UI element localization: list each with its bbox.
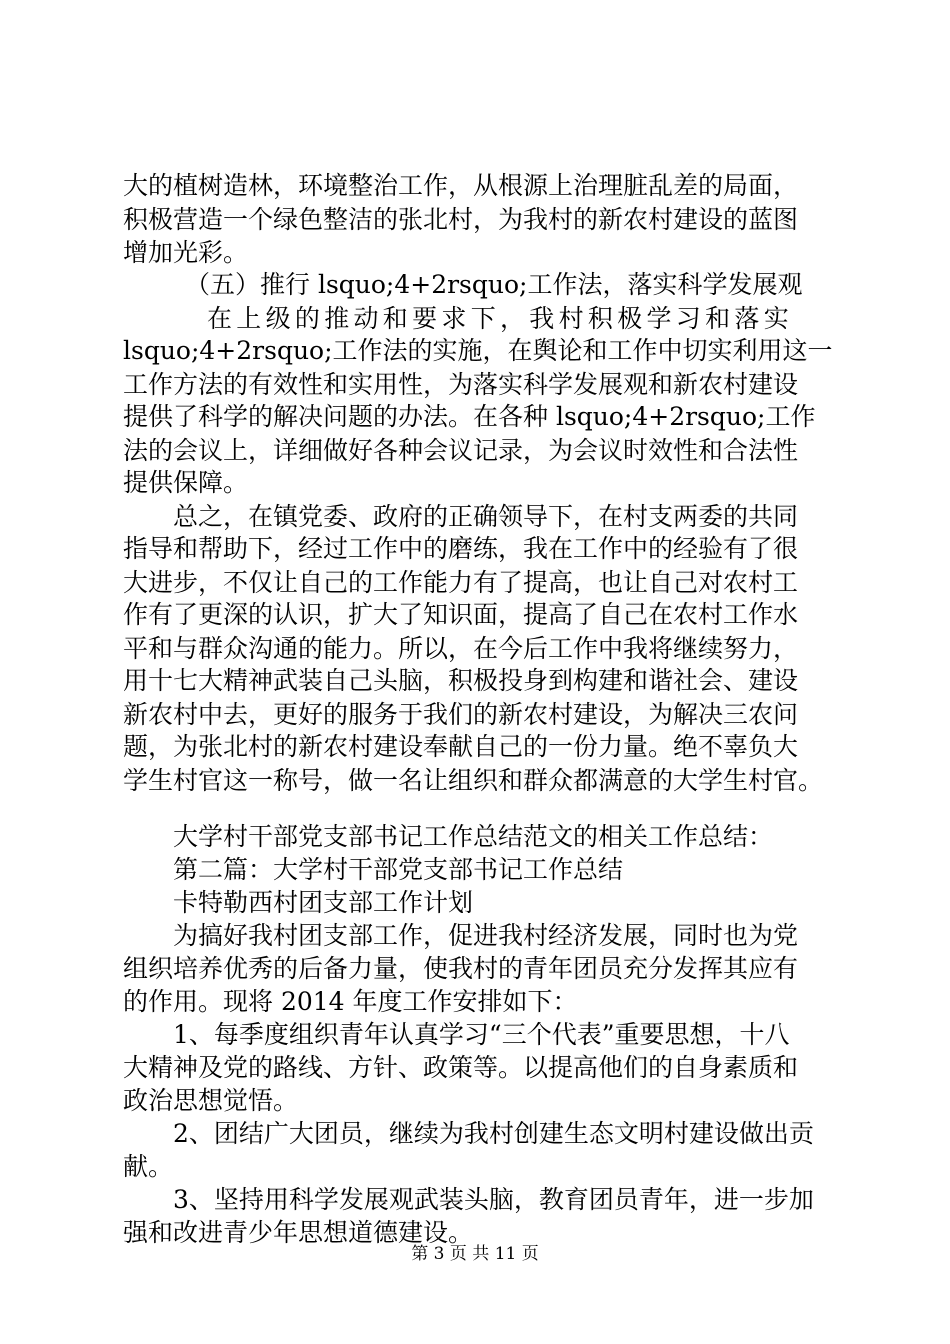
page-number: 第 3 页 共 11 页: [411, 1244, 539, 1264]
text-line: 提供了科学的解决问题的办法。在各种 lsquo;4+2rsquo;工作: [123, 402, 816, 431]
text-line: 新农村中去，更好的服务于我们的新农村建设，为解决三农问: [123, 700, 799, 729]
plan-title: 卡特勒西村团支部工作计划: [173, 888, 474, 917]
text-line: 大的植树造林，环境整治工作，从根源上治理脏乱差的局面，: [123, 171, 799, 200]
section-heading: （五）推行 lsquo;4+2rsquo;工作法，落实科学发展观: [185, 270, 803, 299]
list-item: 2、团结广大团员，继续为我村创建生态文明村建设做出贡: [173, 1119, 814, 1148]
text-line: 政治思想觉悟。: [123, 1086, 299, 1115]
text-line: 提供保障。: [123, 468, 249, 497]
text-line: 法的会议上，详细做好各种会议记录，为会议时效性和合法性: [123, 436, 799, 465]
text-line: 大精神及党的路线、方针、政策等。以提高他们的自身素质和: [123, 1053, 799, 1082]
text-line: lsquo;4+2rsquo;工作法的实施，在舆论和工作中切实利用这一: [123, 336, 833, 365]
text-line: 献。: [123, 1152, 174, 1181]
related-heading: 第二篇：大学村干部党支部书记工作总结: [173, 855, 624, 884]
text-line: 增加光彩。: [123, 238, 249, 267]
text-line: 强和改进青少年思想道德建设。: [123, 1218, 474, 1247]
text-line: 用十七大精神武装自己头脑，积极投身到构建和谐社会、建设: [123, 666, 799, 695]
text-line: 学生村官这一称号，做一名让组织和群众都满意的大学生村官。: [123, 766, 824, 795]
text-line: 题，为张北村的新农村建设奉献自己的一份力量。绝不辜负大: [123, 732, 799, 761]
list-item: 1、每季度组织青年认真学习“三个代表”重要思想，十八: [173, 1020, 790, 1049]
list-item: 3、坚持用科学发展观武装头脑，教育团员青年，进一步加: [173, 1185, 814, 1214]
text-line: 的作用。现将 2014 年度工作安排如下：: [123, 987, 578, 1016]
text-line: 积极营造一个绿色整洁的张北村，为我村的新农村建设的蓝图: [123, 205, 799, 234]
text-line: 指导和帮助下，经过工作中的磨练，我在工作中的经验有了很: [123, 534, 799, 563]
text-line: 大进步，不仅让自己的工作能力有了提高，也让自己对农村工: [123, 568, 799, 597]
text-line: 平和与群众沟通的能力。所以，在今后工作中我将继续努力，: [123, 634, 799, 663]
text-line: 在上级的推动和要求下，我村积极学习和落实: [207, 304, 794, 333]
text-line: 总之，在镇党委、政府的正确领导下，在村支两委的共同: [173, 502, 799, 531]
text-line: 工作方法的有效性和实用性，为落实科学发展观和新农村建设: [123, 370, 799, 399]
related-heading: 大学村干部党支部书记工作总结范文的相关工作总结：: [173, 822, 774, 851]
text-line: 为搞好我村团支部工作，促进我村经济发展，同时也为党: [173, 921, 799, 950]
text-line: 组织培养优秀的后备力量，使我村的青年团员充分发挥其应有: [123, 954, 799, 983]
text-line: 作有了更深的认识，扩大了知识面，提高了自己在农村工作水: [123, 600, 799, 629]
